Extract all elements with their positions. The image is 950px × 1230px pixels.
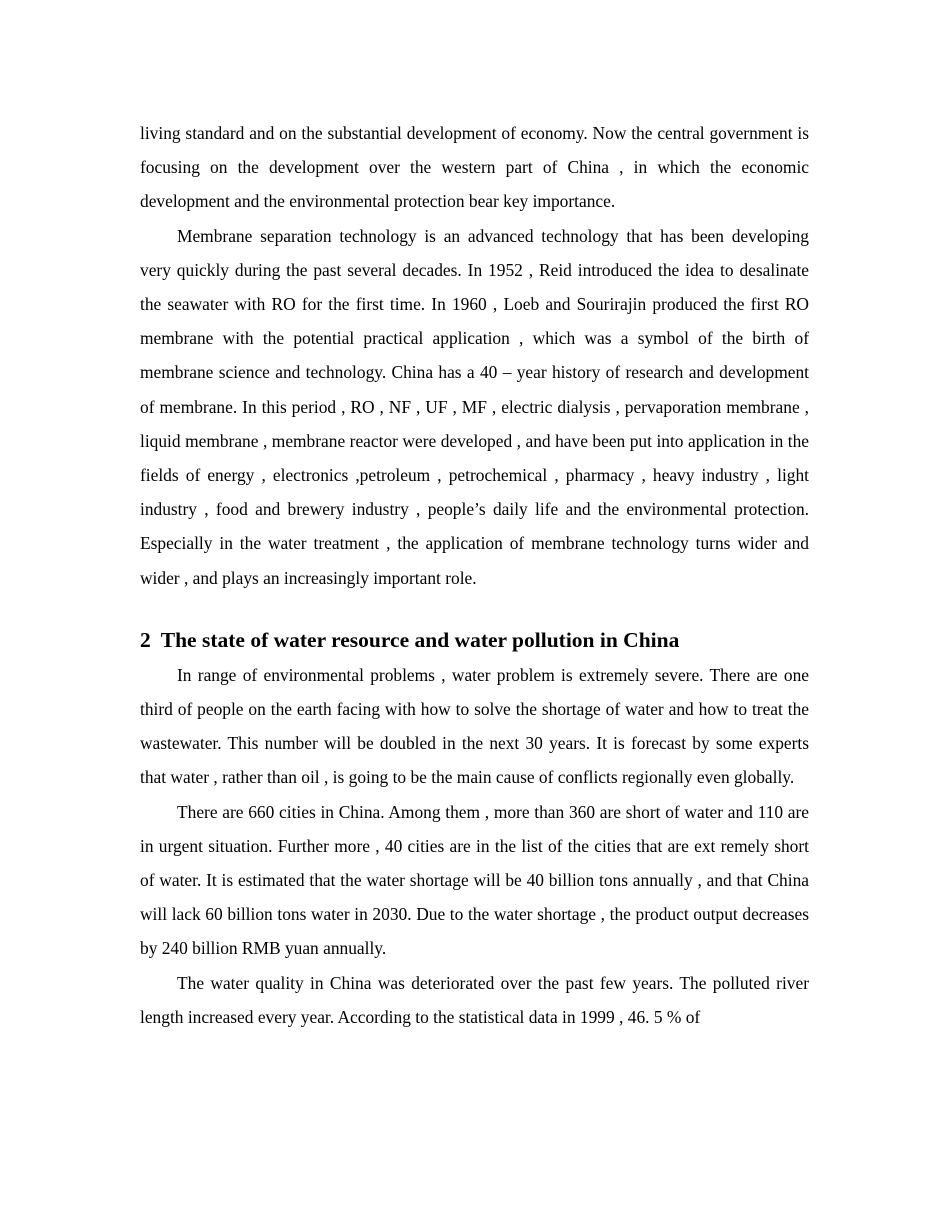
paragraph-water-shortage: There are 660 cities in China. Among them , more than 360 are short of water and 110 are in urgent situation. Further more , 40 cities are in the list of the cities that are ext remely short of water. It is estimated that the water shortage will be 40 billion tons annually , and that China will lack 60 billion tons water in 2030. Due to the water shortage , the product output decreases by 240 billion RMB yuan annually. bbox=[140, 801, 809, 959]
section-title: The state of water resource and water pollution in China bbox=[160, 627, 680, 652]
section-number: 2 bbox=[140, 627, 151, 652]
paragraph-water-quality: The water quality in China was deteriorated over the past few years. The polluted river length increased every year. According to the statistical data in 1999 , 46. 5 % of bbox=[140, 972, 809, 1027]
paragraph-membrane-technology: Membrane separation technology is an advanced technology that has been developing very quickly during the past several decades. In 1952 , Reid introduced the idea to desalinate the seawater with RO for the first time. In 1960 , Loeb and Sourirajin produced the first RO membrane with the potential practical application , which was a symbol of the birth of membrane science and technology. China has a 40 – year history of research and development of membrane. In this period , RO , NF , UF , MF , electric dialysis , pervaporation membrane , liquid membrane , membrane reactor were developed , and have been put into application in the fields of energy , electronics ,petroleum , petrochemical , pharmacy , heavy industry , light industry , food and brewery industry , people’s daily life and the environmental protection. Especially in the water treatment , the application of membrane technology turns wider and wider , and plays an increasingly important role. bbox=[140, 225, 809, 588]
paragraph-water-problem: In range of environmental problems , water problem is extremely severe. There are one third of people on the earth facing with how to solve the shortage of water and how to treat the wastewater. This number will be doubled in the next 30 years. It is forecast by some experts that water , rather than oil , is going to be the main cause of conflicts regionally even globally. bbox=[140, 664, 809, 788]
paragraph-continuation: living standard and on the substantial development of economy. Now the central government is focusing on the development over the western part of China , in which the economic development and the environmental protection bear key importance. bbox=[140, 123, 809, 212]
section-heading bbox=[140, 595, 809, 658]
document-page bbox=[140, 116, 809, 1034]
